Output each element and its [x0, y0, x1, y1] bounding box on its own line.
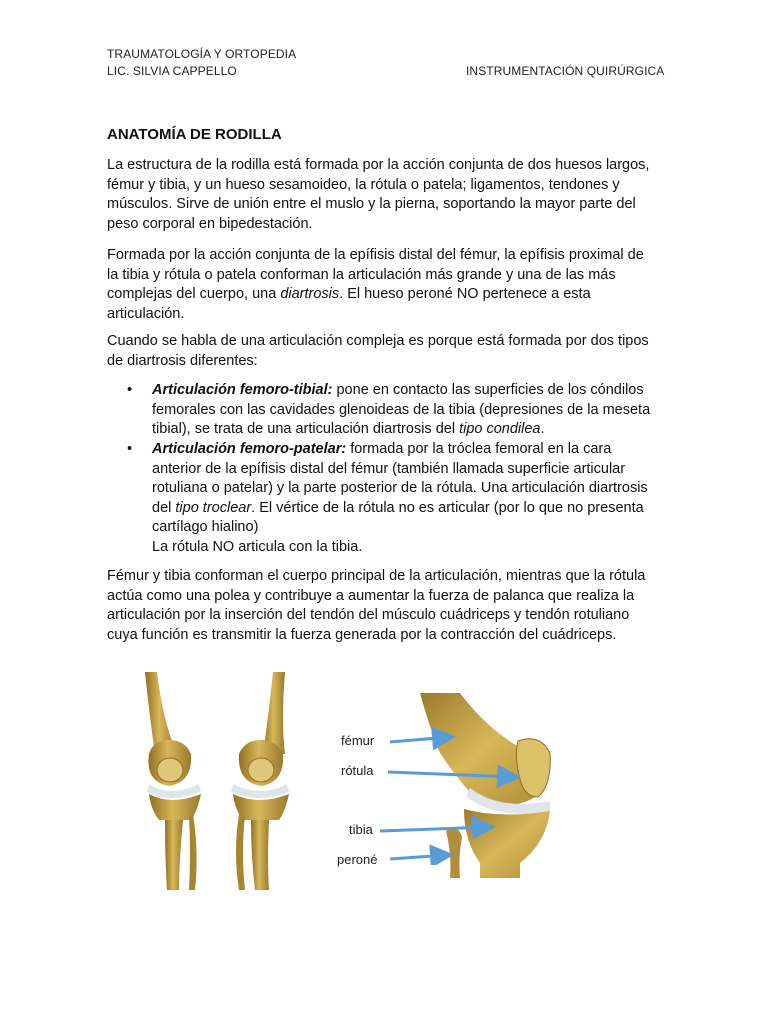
arrow-perone: [390, 855, 448, 859]
bullet-dot-1: •: [127, 382, 133, 398]
label-rotula: rótula: [341, 763, 374, 778]
label-arrows: [380, 725, 530, 865]
knee-front-view-figure: [135, 672, 310, 890]
bullet-1-italic: tipo condilea: [459, 421, 541, 438]
label-tibia: tibia: [349, 822, 373, 837]
label-femur: fémur: [341, 733, 375, 748]
header-course: TRAUMATOLOGÍA Y ORTOPEDIA: [107, 47, 297, 61]
left-knee-bones: [145, 672, 201, 890]
right-knee-bones: [231, 672, 289, 890]
arrow-femur: [390, 737, 450, 742]
bullet-1-term: Articulación femoro-tibial:: [152, 382, 333, 398]
page-title: ANATOMÍA DE RODILLA: [107, 126, 282, 143]
header-subject: INSTRUMENTACIÓN QUIRÚRGICA: [466, 64, 665, 78]
paragraph-3: Cuando se habla de una articulación compleja es porque está formada por dos tipos de diartrosis diferentes:: [107, 333, 649, 369]
paragraph-1: La estructura de la rodilla está formada por la acción conjunta de dos huesos largos, fémur y tibia, y un hueso sesamoideo, la rótula o patela; ligamentos, tendones y músculos. Sirve de unión entre el muslo y la pierna, soportando la mayor parte del peso corporal en bipedestación.: [107, 157, 650, 232]
bullet-2-extra: La rótula NO articula con la tibia.: [152, 538, 363, 555]
paragraph-2-text-a: Formada por la acción conjunta de la epífisis distal del fémur, la epífisis proximal de la tibia y rótula o patela conforman la articulación más grande y una de las más complejas del cuerpo, una: [107, 247, 644, 303]
bullet-1-after: .: [540, 421, 545, 438]
bullet-2-text: formada por la tróclea femoral en la cara anterior de la epífisis distal del fémur (también llamada superficie articular rotuliana o patelar) y la parte posterior de la rótula. Una articulación diartrosis del: [152, 441, 648, 516]
arrow-rotula: [388, 772, 515, 777]
bullet-item-femoro-patelar: [152, 440, 662, 558]
paragraph-2: [107, 246, 652, 324]
bullet-item-femoro-tibial: [152, 381, 662, 440]
bullet-2-after: . El vértice de la rótula no es articular (por lo que no presenta cartílago hialino): [152, 499, 644, 536]
bullet-2-term: Articulación femoro-patelar:: [152, 441, 347, 457]
paragraph-2-text-b: . El hueso peroné NO pertenece a esta articulación.: [107, 286, 591, 322]
bullet-dot-2: •: [127, 441, 133, 457]
paragraph-2-italic: diartrosis: [280, 286, 340, 303]
paragraph-4: Fémur y tibia conforman el cuerpo principal de la articulación, mientras que la rótula actúa como una polea y contribuye a aumentar la fuerza de palanca que realiza la articulación por la inserción del tendón del músculo cuádriceps y tendón rotuliano cuya función es transmitir la fuerza generada por la contracción del cuádriceps.: [107, 568, 646, 643]
arrow-tibia: [380, 827, 490, 831]
bullet-1-text: pone en contacto las superficies de los cóndilos femorales con las cavidades glenoideas de la tibia (depresiones de la meseta tibial), se trata de una articulación diartrosis del: [152, 382, 651, 438]
bullet-2-italic: tipo troclear: [175, 499, 252, 516]
header-author: LIC. SILVIA CAPPELLO: [107, 64, 237, 78]
label-perone: peroné: [337, 852, 378, 867]
